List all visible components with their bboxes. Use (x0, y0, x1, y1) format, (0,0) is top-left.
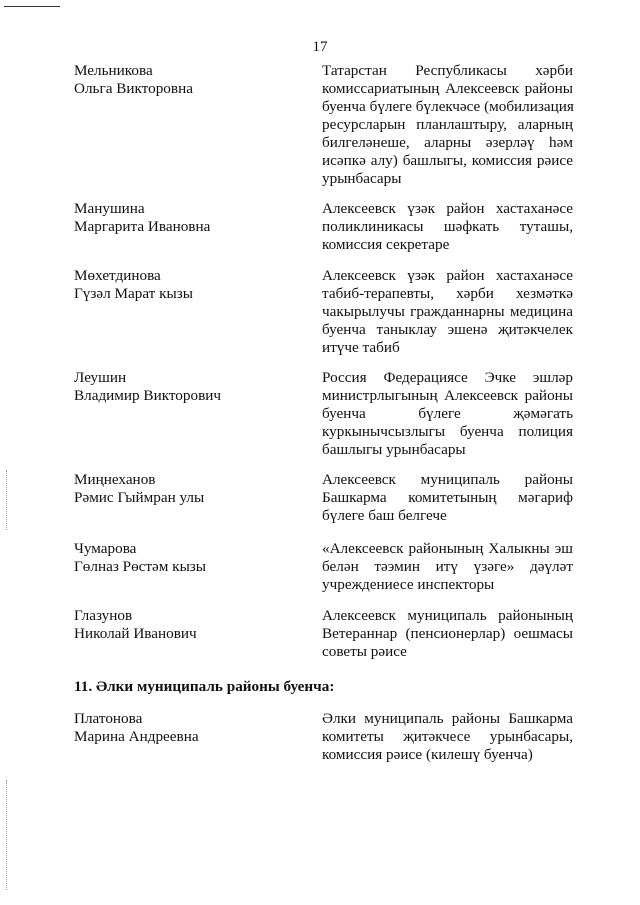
role-line: Татарстан Республикасы хәрби (322, 62, 573, 79)
role-line: советы рәисе (322, 643, 407, 660)
role-line: билгеләнеше, аларны әзерләү һәм (322, 134, 573, 151)
member-name (74, 710, 294, 746)
role-line: министрлыгының Алексеевск районы (322, 387, 573, 404)
role-line: учреждениесе инспекторы (322, 576, 495, 593)
given-names: Рәмис Гыймран улы (74, 489, 205, 506)
member-role (322, 540, 573, 594)
role-line: башлыгы урынбасары (322, 441, 466, 458)
role-line: табиб-терапевты, хәрби хезмәткә (322, 285, 573, 302)
surname: Манушина (74, 200, 145, 217)
member-role (322, 200, 573, 254)
member-role (322, 607, 573, 661)
given-names: Гүзәл Марат кызы (74, 285, 193, 302)
role-line: Әлки муниципаль районы Башкарма (322, 710, 573, 727)
role-line: буенча бүлеге җәмәгать (322, 405, 573, 422)
member-role (322, 62, 573, 188)
role-line: Алексеевск муниципаль районының (322, 607, 573, 624)
given-names: Владимир Викторович (74, 387, 222, 404)
member-name (74, 607, 294, 643)
surname: Мөхетдинова (74, 267, 161, 284)
given-names: Марина Андреевна (74, 728, 199, 745)
surname: Глазунов (74, 607, 133, 624)
role-line: бүлеге баш белгече (322, 507, 447, 524)
surname: Чумарова (74, 540, 137, 557)
role-line: Россия Федерациясе Эчке эшләр (322, 369, 573, 386)
role-line: урынбасары (322, 170, 402, 187)
member-name (74, 267, 294, 303)
section-heading: 11. Әлки муниципаль районы буенча: (74, 678, 335, 695)
role-line: Алексеевск үзәк район хастаханәсе (322, 200, 573, 217)
role-line: итүче табиб (322, 339, 400, 356)
role-line: «Алексеевск районының Халыкны эш (322, 540, 573, 557)
role-line: комиссия рәисе (килешү буенча) (322, 746, 533, 763)
member-name (74, 200, 294, 236)
given-names: Николай Иванович (74, 625, 197, 642)
member-role (322, 267, 573, 357)
surname: Миңнеханов (74, 471, 156, 488)
role-line: белән тәэмин итү үзәге» дәүләт (322, 558, 573, 575)
margin-marks (6, 780, 8, 890)
surname: Леушин (74, 369, 127, 386)
member-name (74, 369, 294, 405)
role-line: буенча таныклау эшенә җитәкчелек (322, 321, 573, 338)
role-line: поликлиникасы шәфкать туташы, (322, 218, 573, 235)
role-line: комиссия секретаре (322, 236, 450, 253)
role-line: Алексеевск үзәк район хастаханәсе (322, 267, 573, 284)
role-line: ресурсларын планлаштыру, аларның (322, 116, 573, 133)
role-line: комитеты җитәкчесе урынбасары, (322, 728, 573, 745)
top-rule (4, 6, 60, 7)
member-name (74, 471, 294, 507)
role-line: буенча бүлеге бүлекчәсе (мобилизация (322, 98, 574, 115)
member-role (322, 471, 573, 525)
given-names: Ольга Викторовна (74, 80, 193, 97)
role-line: куркынычсызлыгы буенча полиция (322, 423, 573, 440)
surname: Мельникова (74, 62, 153, 79)
role-line: комиссариатының Алексеевск районы (322, 80, 573, 97)
role-line: Алексеевск муниципаль районы (322, 471, 573, 488)
member-name (74, 62, 294, 98)
surname: Платонова (74, 710, 143, 727)
role-line: чакырылучы гражданнарны медицина (322, 303, 573, 320)
margin-marks (6, 470, 8, 530)
member-role (322, 369, 573, 459)
member-name (74, 540, 294, 576)
given-names: Маргарита Ивановна (74, 218, 211, 235)
given-names: Гөлназ Рөстәм кызы (74, 558, 206, 575)
role-line: Башкарма комитетының мәгариф (322, 489, 573, 506)
role-line: Ветераннар (пенсионерлар) оешмасы (322, 625, 573, 642)
role-line: исәпкә алу) башлыгы, комиссия рәисе (322, 152, 573, 169)
member-role (322, 710, 573, 764)
page-number: 17 (312, 39, 328, 55)
